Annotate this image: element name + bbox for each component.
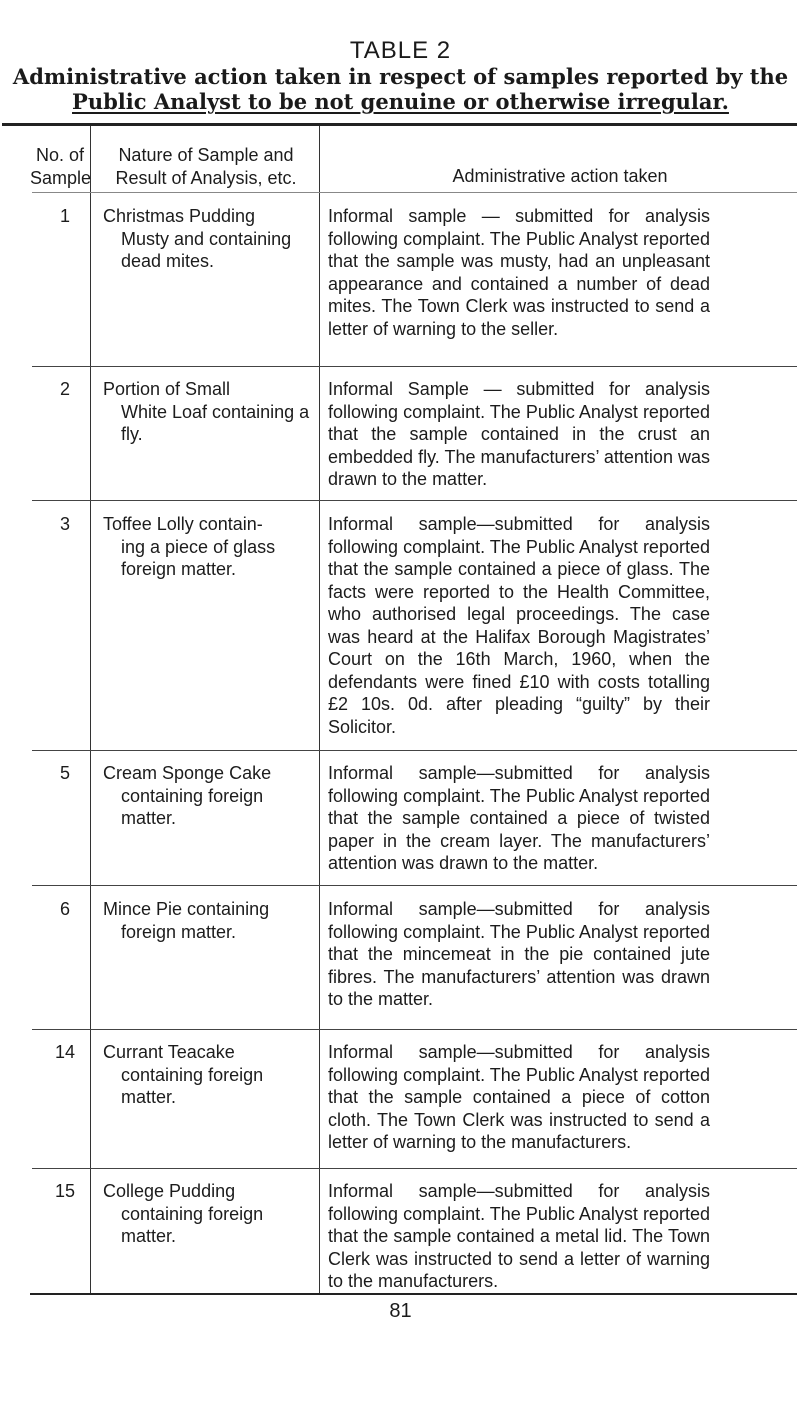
table-title: TABLE 2 <box>349 37 452 64</box>
sample-nature: Toffee Lolly contain- ing a piece of glass foreign matter. <box>103 514 276 579</box>
row-divider <box>32 1029 797 1030</box>
administrative-action: Informal sample—submitted for analysis following complaint. The Public Analyst reported that the sample contained a piece of cotton cloth. The Town Clerk was instructed to send a letter of warning to the manufacturers. <box>328 1042 710 1152</box>
sample-nature: Currant Teacake containing foreign matter. <box>103 1042 264 1107</box>
sample-number: 6 <box>59 899 70 919</box>
sample-number: 3 <box>59 514 70 534</box>
row-divider <box>32 366 797 367</box>
header-nature: Nature of Sample and Result of Analysis, etc. <box>115 145 297 188</box>
page-number: 81 <box>389 1300 412 1322</box>
table-subtitle-line-2: Public Analyst to be not genuine or otherwise irregular. <box>72 89 729 114</box>
administrative-action: Informal sample—submitted for analysis following complaint. The Public Analyst reported that the mincemeat in the pie contained jute fibres. The manufacturers’ attention was drawn to the matter. <box>328 899 710 1009</box>
row-divider <box>32 750 797 751</box>
header-sample-number: No. of Sample <box>30 145 92 188</box>
sample-nature: Mince Pie containing foreign matter. <box>103 899 270 942</box>
sample-number: 1 <box>59 206 70 226</box>
sample-nature: Cream Sponge Cake containing foreign matter. <box>103 763 272 828</box>
row-divider <box>32 885 797 886</box>
column-divider <box>90 126 91 1293</box>
table-subtitle-line-1: Administrative action taken in respect of samples reported by the <box>12 64 789 89</box>
sample-nature: Portion of Small White Loaf containing a fly. <box>103 379 310 444</box>
table-top-rule <box>2 123 797 126</box>
administrative-action: Informal sample—submitted for analysis following complaint. The Public Analyst reported that the sample contained a piece of glass. The facts were reported to the Health Committee, who authorised legal proceedings. The case was heard at the Halifax Borough Magistrates’ Court on the 16th March, 1960, when the defendants were fined £10 with costs totalling £2 10s. 0d. after pleading “guilty” by their Solicitor. <box>328 514 710 737</box>
sample-number: 2 <box>59 379 70 399</box>
administrative-action: Informal sample — submitted for analysis following complaint. The Public Analyst reported that the sample was musty, had an unpleasant appearance and contained a number of dead mites. The Town Clerk was instructed to send a letter of warning to the seller. <box>328 206 710 339</box>
administrative-action: Informal Sample — submitted for analysis following complaint. The Public Analyst reported that the sample contained in the crust an embedded fly. The manufacturers’ attention was drawn to the matter. <box>328 379 710 489</box>
sample-number: 15 <box>54 1181 76 1201</box>
administrative-action: Informal sample—submitted for analysis following complaint. The Public Analyst reported that the sample contained a piece of twisted paper in the cream layer. The manufacturers’ attention was drawn to the matter. <box>328 763 710 873</box>
sample-nature: Christmas Pudding Musty and containing dead mites. <box>103 206 292 271</box>
row-divider <box>32 500 797 501</box>
sample-number: 14 <box>54 1042 76 1062</box>
administrative-action: Informal sample—submitted for analysis following complaint. The Public Analyst reported that the sample contained a metal lid. The Town Clerk was instructed to send a letter of warning to the manufacturers. <box>328 1181 710 1291</box>
table-bottom-rule <box>30 1293 797 1295</box>
page-header <box>0 38 801 114</box>
sample-number: 5 <box>59 763 70 783</box>
header-action: Administrative action taken <box>452 166 668 186</box>
row-divider <box>32 192 797 193</box>
sample-nature: College Pudding containing foreign matter. <box>103 1181 264 1246</box>
row-divider <box>32 1168 797 1169</box>
column-divider <box>319 126 320 1293</box>
